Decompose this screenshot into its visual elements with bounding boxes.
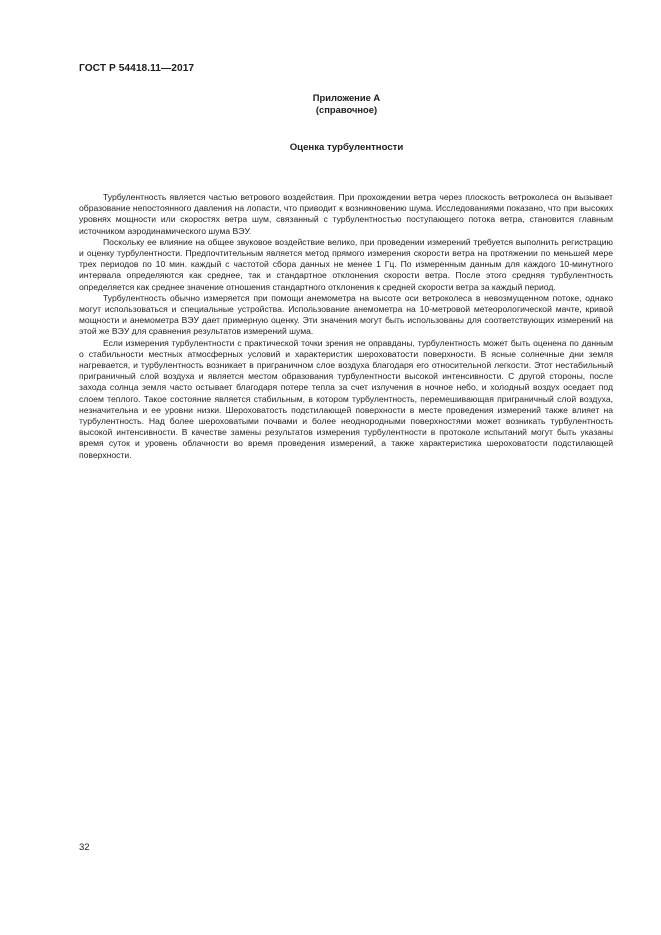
annex-type: (справочное) xyxy=(315,103,378,115)
body-text xyxy=(79,192,613,461)
section-title: Оценка турбулентности xyxy=(289,142,404,153)
paragraph: Поскольку ее влияние на общее звуковое воздействие велико, при проведении измерений требуется выполнить регистрацию и оценку турбулентности. Предпочтительным является метод прямого измерения скорости ветра на протяжении по меньшей мере трех периодов по 10 мин. каждый с частотой сбора данных не менее 1 Гц. По измеренным данным для каждого 10-минутного интервала определяются как среднее, так и стандартное отклонения скорости ветра. После этого средняя турбулентность определяется как среднее значение отношения стандартного отклонения к средней скорости ветра за каждый период. xyxy=(79,236,613,292)
annex-heading xyxy=(0,92,661,115)
paragraph: Если измерения турбулентности с практической точки зрения не оправданы, турбулентность может быть оценена по данным о стабильности местных атмосферных условий и характеристик шероховатости поверхности. В ясные солнечные дни земля нагревается, и турбулентность возникает в приграничном слое воздуха благодаря его относительной легкости. Этот нестабильный приграничный слой воздуха и является местом образования турбулентности высокой интенсивности. С другой стороны, после захода солнца земля часто остывает благодаря потере тепла за счет излучения в ночное небо, и холодный воздух оседает под слоем теплого. Такое состояние является стабильным, в котором турбулентность, перемешивающая приграничный слой воздуха, незначительна и ее уровни низки. Шероховатость подстилающей поверхности в месте проведения измерений также влияет на турбулентность. Над более шероховатыми почвами и более неоднородными поверхностями может возникать турбулентность высокой интенсивности. В качестве замены результатов измерения турбулентности в протоколе испытаний могут быть указаны время суток и уровень облачности во время проведения измерений, а также характеристика шероховатости подстилающей поверхности. xyxy=(79,337,613,460)
paragraph: Турбулентность обычно измеряется при помощи анемометра на высоте оси ветроколеса в невозмущенном потоке, однако могут использоваться и специальные устройства. Использование анемометра на 10-метровой метеорологической мачте, кривой мощности и анемометра ВЭУ дает примерную оценку. Эти значения могут быть использованы для соответствующих измерений на этой же ВЭУ для сравнения результатов измерений шума. xyxy=(79,292,613,337)
page-number: 32 xyxy=(79,842,90,853)
paragraph: Турбулентность является частью ветрового воздействия. При прохождении ветра через плоскость ветроколеса он вызывает образование непостоянного давления на лопасти, что приводит к возникновению шума. Исследованиями показано, что при высоких уровнях мощности или скоростях ветра шум, связанный с турбулентностью поступающего потока ветра, становится главным источником аэродинамического шума ВЭУ. xyxy=(79,192,613,236)
standard-code: ГОСТ Р 54418.11—2017 xyxy=(79,63,195,74)
annex-label: Приложение А xyxy=(312,92,381,103)
